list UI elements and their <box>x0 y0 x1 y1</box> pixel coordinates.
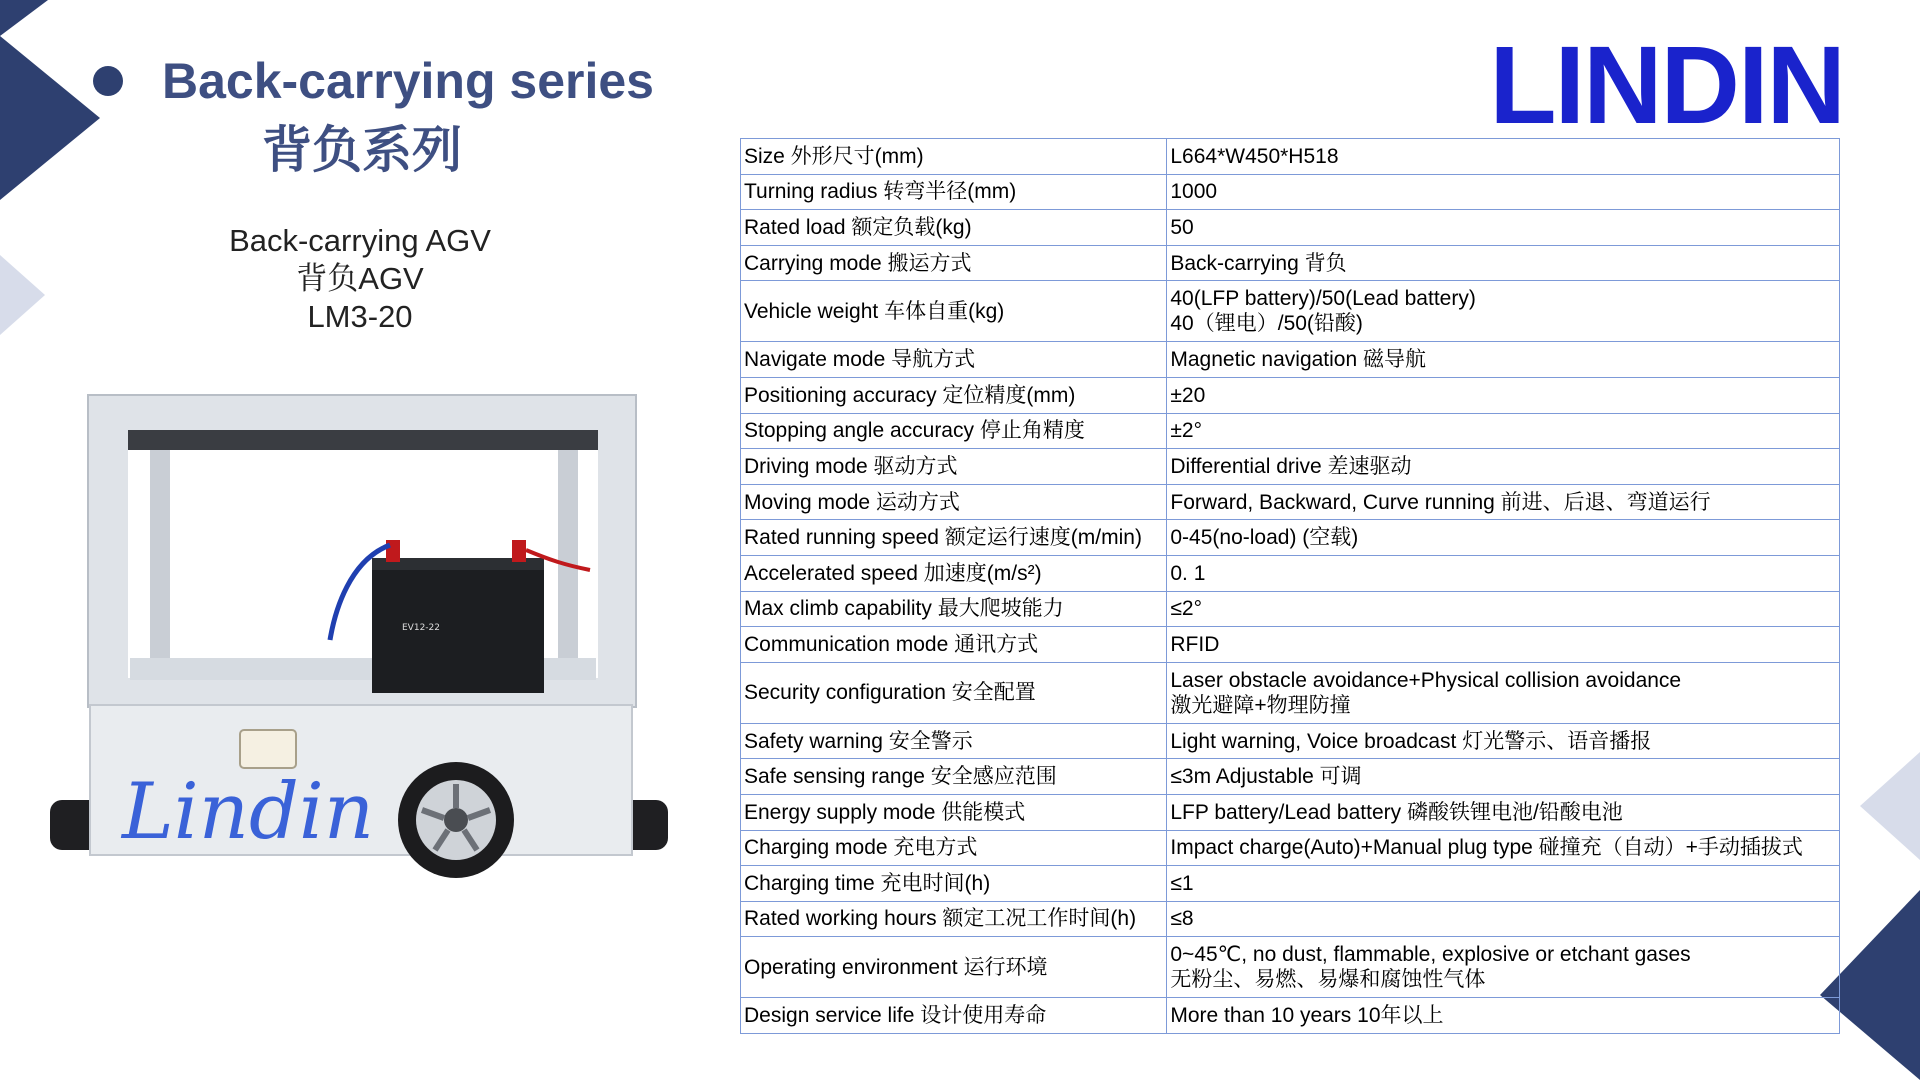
spec-value <box>1167 342 1840 378</box>
spec-value-line: ≤1 <box>1170 871 1194 895</box>
table-row <box>741 520 1840 556</box>
spec-value <box>1167 866 1840 902</box>
spec-value <box>1167 723 1840 759</box>
spec-value <box>1167 901 1840 937</box>
spec-key: Operating environment 运行环境 <box>741 937 1167 998</box>
table-row <box>741 866 1840 902</box>
spec-value-line: Forward, Backward, Curve running 前进、后退、弯道运行 <box>1170 490 1711 514</box>
spec-key: Charging time 充电时间(h) <box>741 866 1167 902</box>
spec-key: Driving mode 驱动方式 <box>741 449 1167 485</box>
spec-value-line: Impact charge(Auto)+Manual plug type 碰撞充（自动）+手动插拔式 <box>1170 836 1803 860</box>
spec-value-line: ≤2° <box>1170 597 1202 621</box>
table-row <box>741 627 1840 663</box>
page-title: Back-carrying series <box>162 53 654 109</box>
table-row <box>741 449 1840 485</box>
battery-label: EV12-22 <box>402 623 440 633</box>
product-caption <box>160 222 560 336</box>
spec-key: Size 外形尺寸(mm) <box>741 139 1167 175</box>
spec-value-line: 50 <box>1170 215 1194 239</box>
table-row <box>741 139 1840 175</box>
table-row <box>741 591 1840 627</box>
agv-product-image <box>50 390 670 890</box>
spec-value-line: 0. 1 <box>1170 561 1206 585</box>
spec-key: Max climb capability 最大爬坡能力 <box>741 591 1167 627</box>
spec-value-line: More than 10 years 10年以上 <box>1170 1004 1444 1028</box>
table-row <box>741 794 1840 830</box>
title-bullet <box>93 66 123 96</box>
spec-value-line: Magnetic navigation 磁导航 <box>1170 348 1426 372</box>
body-logo-text: Lindin <box>122 767 375 857</box>
spec-key: Charging mode 充电方式 <box>741 830 1167 866</box>
spec-key: Communication mode 通讯方式 <box>741 627 1167 663</box>
spec-key: Positioning accuracy 定位精度(mm) <box>741 377 1167 413</box>
spec-value-line: ±20 <box>1170 383 1206 407</box>
spec-value-line: ≤3m Adjustable 可调 <box>1170 765 1362 789</box>
spec-value <box>1167 484 1840 520</box>
spec-value <box>1167 998 1840 1034</box>
spec-key: Navigate mode 导航方式 <box>741 342 1167 378</box>
spec-value <box>1167 830 1840 866</box>
corner-decoration-top-left <box>0 0 110 340</box>
spec-value-line: ±2° <box>1170 419 1202 443</box>
spec-key: Security configuration 安全配置 <box>741 662 1167 723</box>
brand-logo: LINDIN <box>1489 24 1844 147</box>
spec-key: Stopping angle accuracy 停止角精度 <box>741 413 1167 449</box>
table-row <box>741 413 1840 449</box>
spec-value <box>1167 591 1840 627</box>
spec-value <box>1167 662 1840 723</box>
table-row <box>741 998 1840 1034</box>
specification-table <box>740 138 1840 1034</box>
spec-value <box>1167 794 1840 830</box>
spec-key: Accelerated speed 加速度(m/s²) <box>741 555 1167 591</box>
table-row <box>741 342 1840 378</box>
product-name-en: Back-carrying AGV <box>229 223 491 258</box>
spec-value-line: Back-carrying 背负 <box>1170 251 1347 275</box>
spec-value-line: ≤8 <box>1170 907 1194 931</box>
spec-value <box>1167 520 1840 556</box>
spec-value-line: LFP battery/Lead battery 磷酸铁锂电池/铅酸电池 <box>1170 800 1623 824</box>
spec-key: Rated running speed 额定运行速度(m/min) <box>741 520 1167 556</box>
spec-value <box>1167 245 1840 281</box>
spec-value-line: Light warning, Voice broadcast 灯光警示、语音播报 <box>1170 729 1652 753</box>
spec-key: Turning radius 转弯半径(mm) <box>741 174 1167 210</box>
spec-value <box>1167 139 1840 175</box>
spec-value <box>1167 449 1840 485</box>
table-row <box>741 210 1840 246</box>
spec-value <box>1167 937 1840 998</box>
spec-value <box>1167 377 1840 413</box>
table-row <box>741 830 1840 866</box>
table-row <box>741 901 1840 937</box>
table-row <box>741 759 1840 795</box>
spec-key: Design service life 设计使用寿命 <box>741 998 1167 1034</box>
product-model: LM3-20 <box>307 299 413 334</box>
spec-key: Safe sensing range 安全感应范围 <box>741 759 1167 795</box>
spec-key: Moving mode 运动方式 <box>741 484 1167 520</box>
table-row <box>741 484 1840 520</box>
spec-value <box>1167 281 1840 342</box>
spec-value-line-2: 40（锂电）/50(铅酸) <box>1170 312 1363 336</box>
product-name-zh: 背负AGV <box>296 261 424 296</box>
page-title-chinese: 背负系列 <box>262 122 462 178</box>
spec-value-line: 1000 <box>1170 180 1218 204</box>
spec-value-line: L664*W450*H518 <box>1170 144 1339 168</box>
spec-key: Vehicle weight 车体自重(kg) <box>741 281 1167 342</box>
spec-value <box>1167 413 1840 449</box>
spec-value-line-2: 无粉尘、易燃、易爆和腐蚀性气体 <box>1170 968 1486 992</box>
table-row <box>741 937 1840 998</box>
table-row <box>741 281 1840 342</box>
spec-key: Carrying mode 搬运方式 <box>741 245 1167 281</box>
spec-value <box>1167 759 1840 795</box>
spec-value-line: 40(LFP battery)/50(Lead battery) <box>1170 287 1476 311</box>
spec-key: Rated load 额定负载(kg) <box>741 210 1167 246</box>
spec-value <box>1167 210 1840 246</box>
table-row <box>741 377 1840 413</box>
spec-value-line: RFID <box>1170 632 1220 656</box>
spec-value-line-2: 激光避障+物理防撞 <box>1170 693 1351 717</box>
spec-value-line: 0~45℃, no dust, flammable, explosive or etchant gases <box>1170 943 1691 967</box>
table-row <box>741 662 1840 723</box>
spec-key: Rated working hours 额定工况工作时间(h) <box>741 901 1167 937</box>
spec-value-line: 0-45(no-load) (空载) <box>1170 526 1359 550</box>
spec-value <box>1167 174 1840 210</box>
table-row <box>741 555 1840 591</box>
spec-value-line: Differential drive 差速驱动 <box>1170 454 1412 478</box>
table-row <box>741 723 1840 759</box>
spec-value <box>1167 555 1840 591</box>
spec-key: Safety warning 安全警示 <box>741 723 1167 759</box>
table-row <box>741 174 1840 210</box>
spec-value-line: Laser obstacle avoidance+Physical collision avoidance <box>1170 668 1682 692</box>
table-row <box>741 245 1840 281</box>
spec-value <box>1167 627 1840 663</box>
spec-key: Energy supply mode 供能模式 <box>741 794 1167 830</box>
